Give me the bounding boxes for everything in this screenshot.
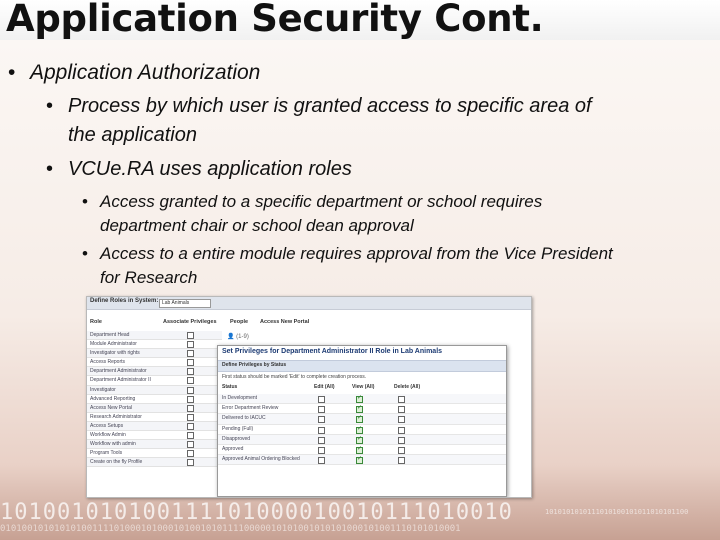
col-role: Role (90, 319, 102, 325)
popup-col-view[interactable]: View (All) (352, 384, 375, 390)
delete-checkbox[interactable] (398, 396, 405, 403)
popup-bar-label: Define Privileges by Status (222, 362, 287, 368)
status-name: Approved (222, 445, 244, 452)
privilege-grid-icon[interactable] (187, 377, 194, 384)
role-row[interactable] (87, 386, 222, 395)
view-checkbox[interactable] (356, 437, 363, 444)
role-name: Workflow with admin (90, 441, 136, 448)
bullet-dot: • (46, 95, 54, 117)
role-row[interactable] (87, 367, 222, 376)
role-name: Access New Portal (90, 404, 132, 411)
privilege-grid-icon[interactable] (187, 359, 194, 366)
privilege-grid-icon[interactable] (187, 450, 194, 457)
bullet-item (46, 95, 592, 118)
edit-checkbox[interactable] (318, 406, 325, 413)
role-row[interactable] (87, 413, 222, 422)
privilege-grid-icon[interactable] (187, 387, 194, 394)
title-bar (0, 0, 720, 40)
bullet-text: the application (68, 124, 197, 146)
delete-checkbox[interactable] (398, 457, 405, 464)
roles-header-label: Define Roles in System: (90, 298, 159, 304)
edit-checkbox[interactable] (318, 396, 325, 403)
role-name: Program Tools (90, 450, 123, 457)
role-name: Research Administrator (90, 413, 142, 420)
privilege-grid-icon[interactable] (187, 341, 194, 348)
roles-table (87, 331, 222, 467)
role-row[interactable] (87, 440, 222, 449)
edit-checkbox[interactable] (318, 447, 325, 454)
popup-col-edit[interactable]: Edit (All) (314, 384, 335, 390)
privilege-grid-icon[interactable] (187, 459, 194, 466)
binary-decoration (0, 498, 720, 540)
status-name: Pending (Full) (222, 425, 254, 432)
role-row[interactable] (87, 395, 222, 404)
binary-row-small: 0101001010101010011110100010100010100101011110000010101001010101000101001110101010001 (0, 524, 461, 534)
col-access-new-portal: Access New Portal (260, 319, 310, 325)
bullet-text: Application Authorization (30, 61, 261, 84)
delete-checkbox[interactable] (398, 447, 405, 454)
status-row (218, 455, 506, 465)
role-row[interactable] (87, 331, 222, 340)
view-checkbox[interactable] (356, 447, 363, 454)
role-row[interactable] (87, 340, 222, 349)
role-row[interactable] (87, 431, 222, 440)
status-row (218, 445, 506, 455)
popup-col-status: Status (222, 384, 238, 390)
bullet-item (8, 61, 261, 85)
privilege-grid-icon[interactable] (187, 423, 194, 430)
bullet-text: VCUe.RA uses application roles (68, 158, 352, 180)
privilege-grid-icon[interactable] (187, 332, 194, 339)
view-checkbox[interactable] (356, 406, 363, 413)
bullet-dot: • (82, 244, 88, 263)
role-row[interactable] (87, 404, 222, 413)
status-name: Error Department Review (222, 405, 279, 412)
role-name: Investigator with rights (90, 350, 140, 357)
status-row (218, 435, 506, 445)
icon-count: (1-9) (236, 334, 249, 340)
bullet-item (46, 158, 352, 181)
popup-bar (218, 360, 506, 372)
status-table (218, 394, 506, 465)
privilege-grid-icon[interactable] (187, 350, 194, 357)
view-checkbox[interactable] (356, 416, 363, 423)
bullet-dot: • (46, 158, 54, 180)
role-name: Access Setups (90, 422, 124, 429)
role-name: Advanced Reporting (90, 395, 136, 402)
edit-checkbox[interactable] (318, 427, 325, 434)
role-row[interactable] (87, 376, 222, 385)
status-row (218, 425, 506, 435)
privilege-grid-icon[interactable] (187, 396, 194, 403)
edit-checkbox[interactable] (318, 437, 325, 444)
privileges-popup (217, 345, 507, 497)
status-row (218, 404, 506, 414)
bullet-text: department chair or school dean approval (100, 216, 414, 235)
role-name: Department Administrator II (90, 377, 151, 384)
status-row (218, 394, 506, 404)
role-row[interactable] (87, 358, 222, 367)
people-icon[interactable]: 👤 (227, 334, 235, 340)
bullet-dot: • (8, 61, 16, 84)
role-row[interactable] (87, 422, 222, 431)
popup-note: First status should be marked 'Edit' to complete creation process. (222, 374, 367, 380)
col-people: People (230, 319, 249, 325)
role-row[interactable] (87, 349, 222, 358)
popup-title: Set Privileges for Department Administrator II Role in Lab Animals (222, 348, 443, 355)
privilege-grid-icon[interactable] (187, 432, 194, 439)
role-name: Investigator (90, 386, 116, 393)
people-icons (227, 333, 249, 340)
delete-checkbox[interactable] (398, 427, 405, 434)
binary-row-large: 101001010100111101000010010111010010 (0, 500, 513, 525)
bullet-item (100, 268, 197, 288)
module-select[interactable]: Lab Animals (159, 299, 211, 308)
privilege-grid-icon[interactable] (187, 441, 194, 448)
privilege-grid-icon[interactable] (187, 414, 194, 421)
status-name: Disapproved (222, 435, 251, 442)
roles-header (87, 297, 531, 310)
popup-col-delete[interactable]: Delete (All) (394, 384, 421, 390)
role-name: Create on the fly Profile (90, 459, 143, 466)
edit-checkbox[interactable] (318, 457, 325, 464)
embedded-screenshot (86, 296, 532, 498)
bullet-text: for Research (100, 268, 198, 287)
bullet-text: Access granted to a specific department or school requires (100, 192, 543, 211)
view-checkbox[interactable] (356, 457, 363, 464)
slide-title: Application Security Cont. (6, 0, 544, 40)
privilege-grid-icon[interactable] (187, 405, 194, 412)
role-name: Department Administrator (90, 368, 147, 375)
role-name: Access Reports (90, 359, 126, 366)
bullet-dot: • (82, 192, 88, 211)
role-name: Department Head (90, 332, 130, 338)
delete-checkbox[interactable] (398, 406, 405, 413)
delete-checkbox[interactable] (398, 437, 405, 444)
bullet-item (68, 124, 197, 147)
bullet-text: Process by which user is granted access to specific area of (68, 95, 592, 117)
bullet-item (82, 192, 543, 212)
binary-row-tiny: 1010101010111010100101011010101100 (545, 508, 689, 516)
status-name: In Development (222, 395, 258, 401)
edit-checkbox[interactable] (318, 416, 325, 423)
bullet-item (82, 244, 613, 264)
view-checkbox[interactable] (356, 396, 363, 403)
role-name: Workflow Admin (90, 432, 126, 439)
bullet-item (100, 216, 414, 236)
col-associate-privileges: Associate Privileges (163, 319, 217, 325)
bullet-text: Access to a entire module requires approval from the Vice President (100, 244, 613, 263)
role-name: Module Administrator (90, 341, 137, 348)
role-row[interactable] (87, 458, 222, 467)
status-name: Approved Animal Ordering Blocked (222, 456, 300, 463)
role-row[interactable] (87, 449, 222, 458)
status-name: Delivered to IACUC (222, 415, 266, 422)
view-checkbox[interactable] (356, 427, 363, 434)
delete-checkbox[interactable] (398, 416, 405, 423)
status-row (218, 414, 506, 424)
privilege-grid-icon[interactable] (187, 368, 194, 375)
